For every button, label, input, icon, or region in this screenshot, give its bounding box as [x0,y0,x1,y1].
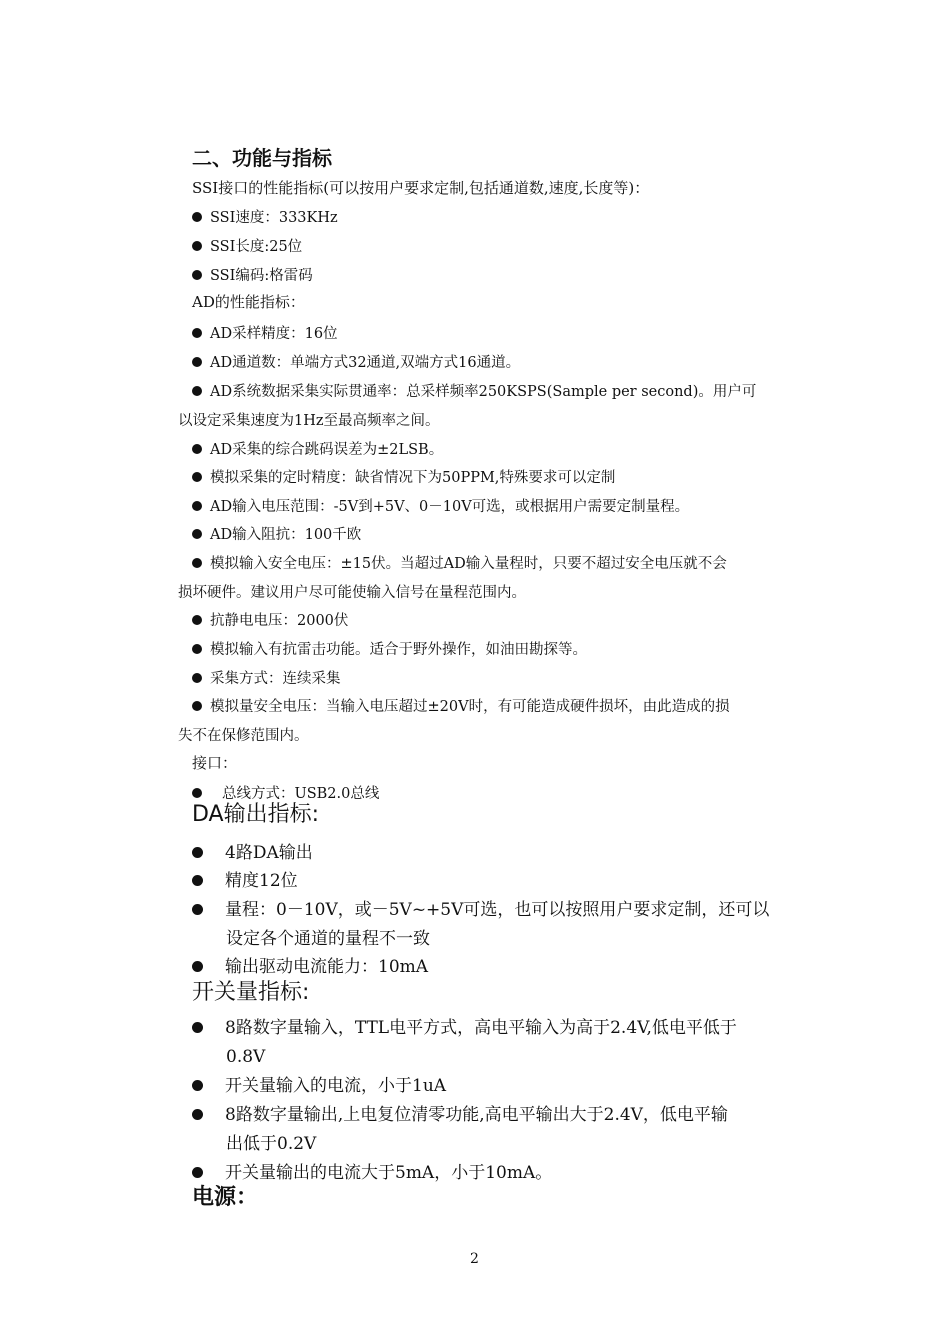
bullet-icon [192,558,202,568]
bullet-icon [192,701,202,711]
list-item: 精度12位 [192,869,298,893]
list-item-continuation: 损坏硬件。建议用户尽可能使输入信号在量程范围内。 [178,585,526,601]
list-item: 模拟输入安全电压：±15伏。当超过AD输入量程时，只要不超过安全电压就不会 [192,554,727,574]
list-item: SSI速度：333KHz [192,208,338,228]
bullet-icon [192,673,202,683]
list-item: 开关量输入的电流，小于1uA [192,1074,446,1098]
bullet-icon [192,875,203,886]
list-item: 抗静电电压：2000伏 [192,611,348,631]
bullet-icon [192,501,202,511]
list-item-continuation: 出低于0.2V [226,1134,317,1154]
section-title: 二、功能与指标 [192,146,332,170]
bullet-icon [192,472,202,482]
list-item-continuation: 0.8V [226,1047,266,1067]
bullet-icon [192,1167,203,1178]
ad-intro: AD的性能指标： [192,293,305,311]
bullet-icon [192,328,202,338]
list-item: 开关量输出的电流大于5mA，小于10mA。 [192,1161,552,1185]
bullet-icon [192,357,202,367]
list-item-continuation: 失不在保修范围内。 [178,728,309,744]
da-title: DA输出指标: [192,802,320,827]
list-item: AD输入阻抗：100千欧 [192,525,361,545]
list-item: AD输入电压范围：-5V到+5V、0－10V可选，或根据用户需要定制量程。 [192,497,689,517]
list-item-continuation: 设定各个通道的量程不一致 [226,929,430,949]
list-item: 模拟采集的定时精度：缺省情况下为50PPM,特殊要求可以定制 [192,468,615,488]
bullet-icon [192,644,202,654]
bullet-icon [192,529,202,539]
list-item: 8路数字量输出,上电复位清零功能,高电平输出大于2.4V，低电平输 [192,1103,728,1127]
list-item-continuation: 以设定采集速度为1Hz至最高频率之间。 [178,413,440,429]
list-item: 总线方式：USB2.0总线 [192,784,379,804]
bullet-icon [192,1022,203,1033]
bullet-icon [192,1080,203,1091]
bullet-icon [192,212,202,222]
bullet-icon [192,241,202,251]
ssi-intro: SSI接口的性能指标(可以按用户要求定制,包括通道数,速度,长度等)： [192,179,650,197]
interface-title: 接口： [192,754,238,772]
list-item: AD通道数：单端方式32通道,双端方式16通道。 [192,353,520,373]
bullet-icon [192,270,202,280]
bullet-icon [192,386,202,396]
list-item: AD系统数据采集实际贯通率：总采样频率250KSPS(Sample per second)。用户可 [192,382,756,402]
list-item: AD采集的综合跳码误差为±2LSB。 [192,440,443,460]
bullet-icon [192,961,203,972]
bullet-icon [192,847,203,858]
switch-title: 开关量指标: [192,980,310,1005]
bullet-icon [192,904,203,915]
list-item: 输出驱动电流能力：10mA [192,955,428,979]
list-item: 4路DA输出 [192,841,313,865]
list-item: 采集方式：连续采集 [192,669,341,689]
list-item: AD采样精度：16位 [192,324,338,344]
bullet-icon [192,788,202,798]
list-item: SSI编码:格雷码 [192,266,313,286]
list-item: 模拟输入有抗雷击功能。适合于野外操作，如油田勘探等。 [192,640,587,660]
list-item: SSI长度:25位 [192,237,302,257]
bullet-icon [192,615,202,625]
page-number: 2 [470,1251,479,1267]
bullet-icon [192,1109,203,1120]
list-item: 8路数字量输入，TTL电平方式，高电平输入为高于2.4V,低电平低于 [192,1016,737,1040]
list-item: 量程：0－10V，或－5V~+5V可选，也可以按照用户要求定制，还可以 [192,898,769,922]
list-item: 模拟量安全电压：当输入电压超过±20V时，有可能造成硬件损坏，由此造成的损 [192,697,730,717]
bullet-icon [192,444,202,454]
power-title: 电源： [192,1185,259,1210]
